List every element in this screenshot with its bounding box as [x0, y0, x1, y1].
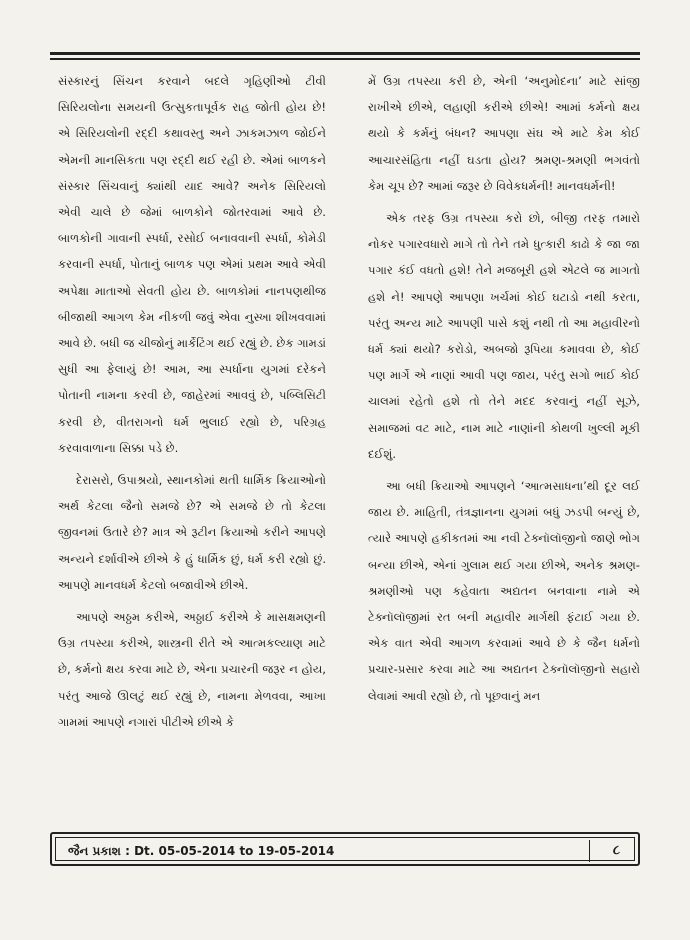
paragraph: સંસ્કારનું સિંચન કરવાને બદલે ગૃહિણીઓ ટીવી સિરિયલોના સમયની ઉત્સુકતાપૂર્વક રાહ જોતી હોય છે! એ સિરિયલોની રદ્દી કથાવસ્તુ અને ઝાકમઝાળ જોઈને એમની માનસિકતા પણ રદ્દી થઈ રહી છે. એમાં બાળકને સંસ્કાર સિંચવાનું ક્યાંથી યાદ આવે? અનેક સિરિયલો એવી ચાલે છે જેમાં બાળકોને જોતરવામાં આવે છે. બાળકોની ગાવાની સ્પર્ધા, રસોઈ બનાવવાની સ્પર્ધા, કોમેડી કરવાની સ્પર્ધા, પોતાનું બાળક પણ એમાં પ્રથમ આવે એવી અપેક્ષા માતાઓ સેવતી હોય છે. બાળકોમાં નાનપણથીજ બીજાથી આગળ કેમ નીકળી જવું એવા નુસ્ખા શીખવવામાં આવે છે. બધી જ ચીજોનું માર્કેટિંગ થઈ રહ્યું છે. છેક ગામડાં સુધી આ ફેલાયું છે! આમ, આ સ્પર્ધાના યુગમાં દરેકને પોતાની નામના કરવી છે, જાહેરમાં આવવું છે, પબ્લિસિટી કરવી છે, વીતરાગનો ધર્મ ભુલાઈ રહ્યો છે, પરિગ્રહ કરવાવાળાના સિક્કા પડે છે.	[58, 74, 326, 455]
page-number: ૮	[612, 843, 620, 858]
footer-divider	[589, 840, 590, 862]
paragraph: દેરાસરો, ઉપાશ્રયો, સ્થાનકોમાં થતી ધાર્મિક ક્રિયાઓનો અર્થ કેટલા જૈનો સમજે છે? એ સમજે છે તો કેટલા જીવનમાં ઉતારે છે? માત્ર એ રૂટીન ક્રિયાઓ કરીને આપણે અન્યને દર્શાવીએ છીએ કે હું ધાર્મિક છું, ધર્મ કરી રહ્યો છું. આપણે માનવધર્મ કેટલો બજાવીએ છીએ.	[58, 473, 326, 592]
top-double-rule	[50, 52, 640, 62]
paragraph: મેં ઉગ્ર તપસ્યા કરી છે, એની ‘અનુમોદના’ માટે સાંજી રાખીએ છીએ, લહાણી કરીએ છીએ! આમાં કર્મનો ક્ષય થયો કે કર્મનું બંધન? આપણા સંઘ એ માટે કેમ કોઈ આચારસંહિતા નહીં ઘડતા હોય? શ્રમણ-શ્રમણી ભગવંતો કેમ ચૂપ છે? આમાં જરૂર છે વિવેકધર્મની! માનવધર્મની!	[368, 74, 640, 193]
paragraph: આપણે અઠ્ઠમ કરીએ, અઠ્ઠાઈ કરીએ કે માસક્ષમણની ઉગ્ર તપસ્યા કરીએ, શાસ્ત્રની રીતે એ આત્મકલ્યાણ માટે છે, કર્મનો ક્ષય કરવા માટે છે, એના પ્રચારની જરૂર ન હોય, પરંતુ આજે ઊલટું થઈ રહ્યું છે, નામના મેળવવા, આખા ગામમાં આપણે નગારાં પીટીએ છીએ કે	[58, 610, 326, 729]
right-column	[368, 68, 640, 709]
paragraph: એક તરફ ઉગ્ર તપસ્યા કરો છો, બીજી તરફ તમારો નોકર પગારવધારો માગે તો તેને તમે ધુત્કારી કાઢો કે જા જા પગાર કંઈ વધતો હશે! તેને મજબૂરી હશે એટલે જ માગતો હશે ને! આપણે આપણા ખર્ચમાં કોઈ ઘટાડો નથી કરતા, પરંતુ અન્ય માટે આપણી પાસે કશું નથી તો આ મહાવીરનો ધર્મ ક્યાં થયો? કરોડો, અબજો રૂપિયા કમાવવા છે, કોઈ પણ માર્ગે એ નાણાં આવી પણ જાય, પરંતુ સગો ભાઈ કોઈ ચાલમાં રહેતો હશે તો તેને મદદ કરવાનું નહીં સૂઝે, સમાજમાં વટ માટે, નામ માટે નાણાંની કોથળી ખુલ્લી મૂકી દઈશું.	[368, 211, 640, 461]
left-column	[58, 68, 326, 735]
page-footer	[50, 832, 640, 866]
paragraph: આ બધી ક્રિયાઓ આપણને ‘આત્મસાધના’થી દૂર લઈ જાય છે. માહિતી, તંત્રજ્ઞાનના યુગમાં બધું ઝડપી બન્યું છે, ત્યારે આપણે હકીકતમાં આ નવી ટેક્નૉલૉજીનો જાણે ભોગ બન્યા છીએ, એનાં ગુલામ થઈ ગયા છીએ, અનેક શ્રમણ-શ્રમણીઓ પણ કહેવાતા અદ્યતન બનવાના નામે એ ટેક્નૉલૉજીમાં રત બની મહાવીર માર્ગથી ફંટાઈ ગયા છે. એક વાત એવી આગળ કરવામાં આવે છે કે જૈન ધર્મનો પ્રચાર-પ્રસાર કરવા માટે આ અદ્યતન ટેક્નૉલૉજીનો સહારો લેવામાં આવી રહ્યો છે, તો પૂછવાનું મન	[368, 479, 640, 703]
publication-date-label: જૈન પ્રકાશ : Dt. 05-05-2014 to 19-05-2014	[68, 844, 335, 858]
